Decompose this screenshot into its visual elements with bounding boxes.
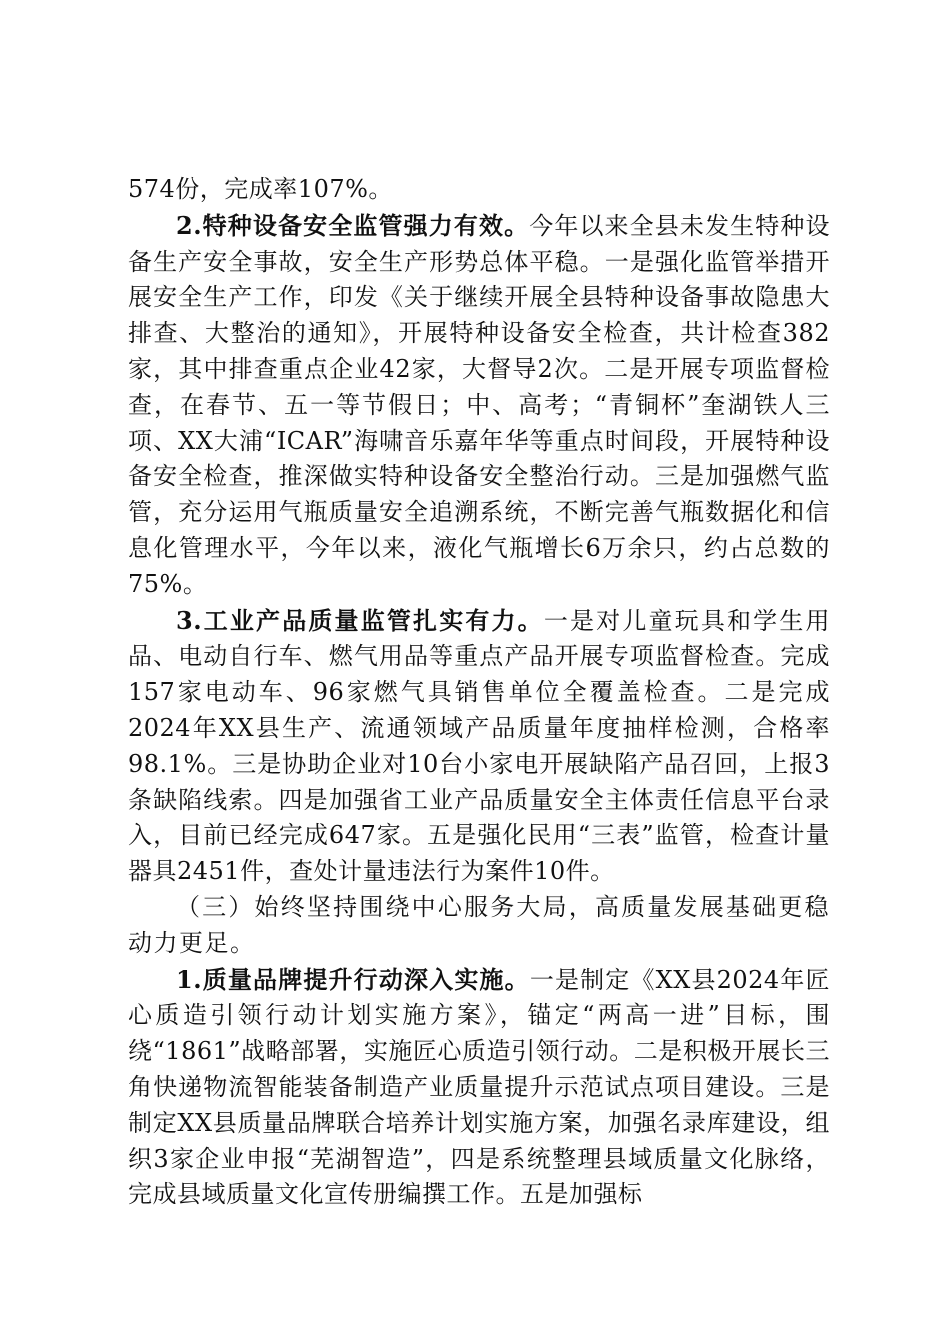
paragraph-heading: 1.质量品牌提升行动深入实施。	[176, 964, 530, 994]
document-page	[128, 172, 830, 1213]
paragraph-quality-brand	[128, 962, 830, 1214]
paragraph-industrial-products	[128, 603, 830, 890]
paragraph-text: 一是对儿童玩具和学生用品、电动自行车、燃气用品等重点产品开展专项监督检查。完成157家电动车、96家燃气具销售单位全覆盖检查。二是完成2024年XX县生产、流通领域产品质量年度抽样检测，合格率98.1%。三是协助企业对10台小家电开展缺陷产品召回，上报3条缺陷线索。四是加强省工业产品质量安全主体责任信息平台录入，目前已经完成647家。五是强化民用“三表”监管，检查计量器具2451件，查处计量违法行为案件10件。	[128, 606, 830, 886]
paragraph-heading: 3.工业产品质量监管扎实有力。	[176, 605, 544, 635]
paragraph-continuation	[128, 172, 830, 208]
paragraph-text: 今年以来全县未发生特种设备生产安全事故，安全生产形势总体平稳。一是强化监管举措开展安全生产工作，印发《关于继续开展全县特种设备事故隐患大排查、大整治的通知》，开展特种设备安全检查，共计检查382家，其中排查重点企业42家，大督导2次。二是开展专项监督检查，在春节、五一等节假日；中、高考；“青铜杯”奎湖铁人三项、XX大浦“ICAR”海啸音乐嘉年华等重点时间段，开展特种设备安全检查，推深做实特种设备安全整治行动。三是加强燃气监管，充分运用气瓶质量安全追溯系统，不断完善气瓶数据化和信息化管理水平，今年以来，液化气瓶增长6万余只，约占总数的75%。	[128, 211, 830, 598]
paragraph-text: 574份，完成率107%。	[128, 175, 393, 203]
section-title-text: （三）始终坚持围绕中心服务大局，高质量发展基础更稳动力更足。	[128, 892, 830, 957]
section-title	[128, 890, 830, 962]
paragraph-heading: 2.特种设备安全监管强力有效。	[176, 210, 530, 240]
paragraph-text: 一是制定《XX县2024年匠心质造引领行动计划实施方案》，锚定“两高一进”目标，围绕“1861”战略部署，实施匠心质造引领行动。二是积极开展长三角快递物流智能装备制造产业质量提升示范试点项目建设。三是制定XX县质量品牌联合培养计划实施方案，加强名录库建设，组织3家企业申报“芜湖智造”，四是系统整理县域质量文化脉络，完成县域质量文化宣传册编撰工作。五是加强标	[128, 965, 831, 1209]
paragraph-special-equipment	[128, 208, 830, 603]
